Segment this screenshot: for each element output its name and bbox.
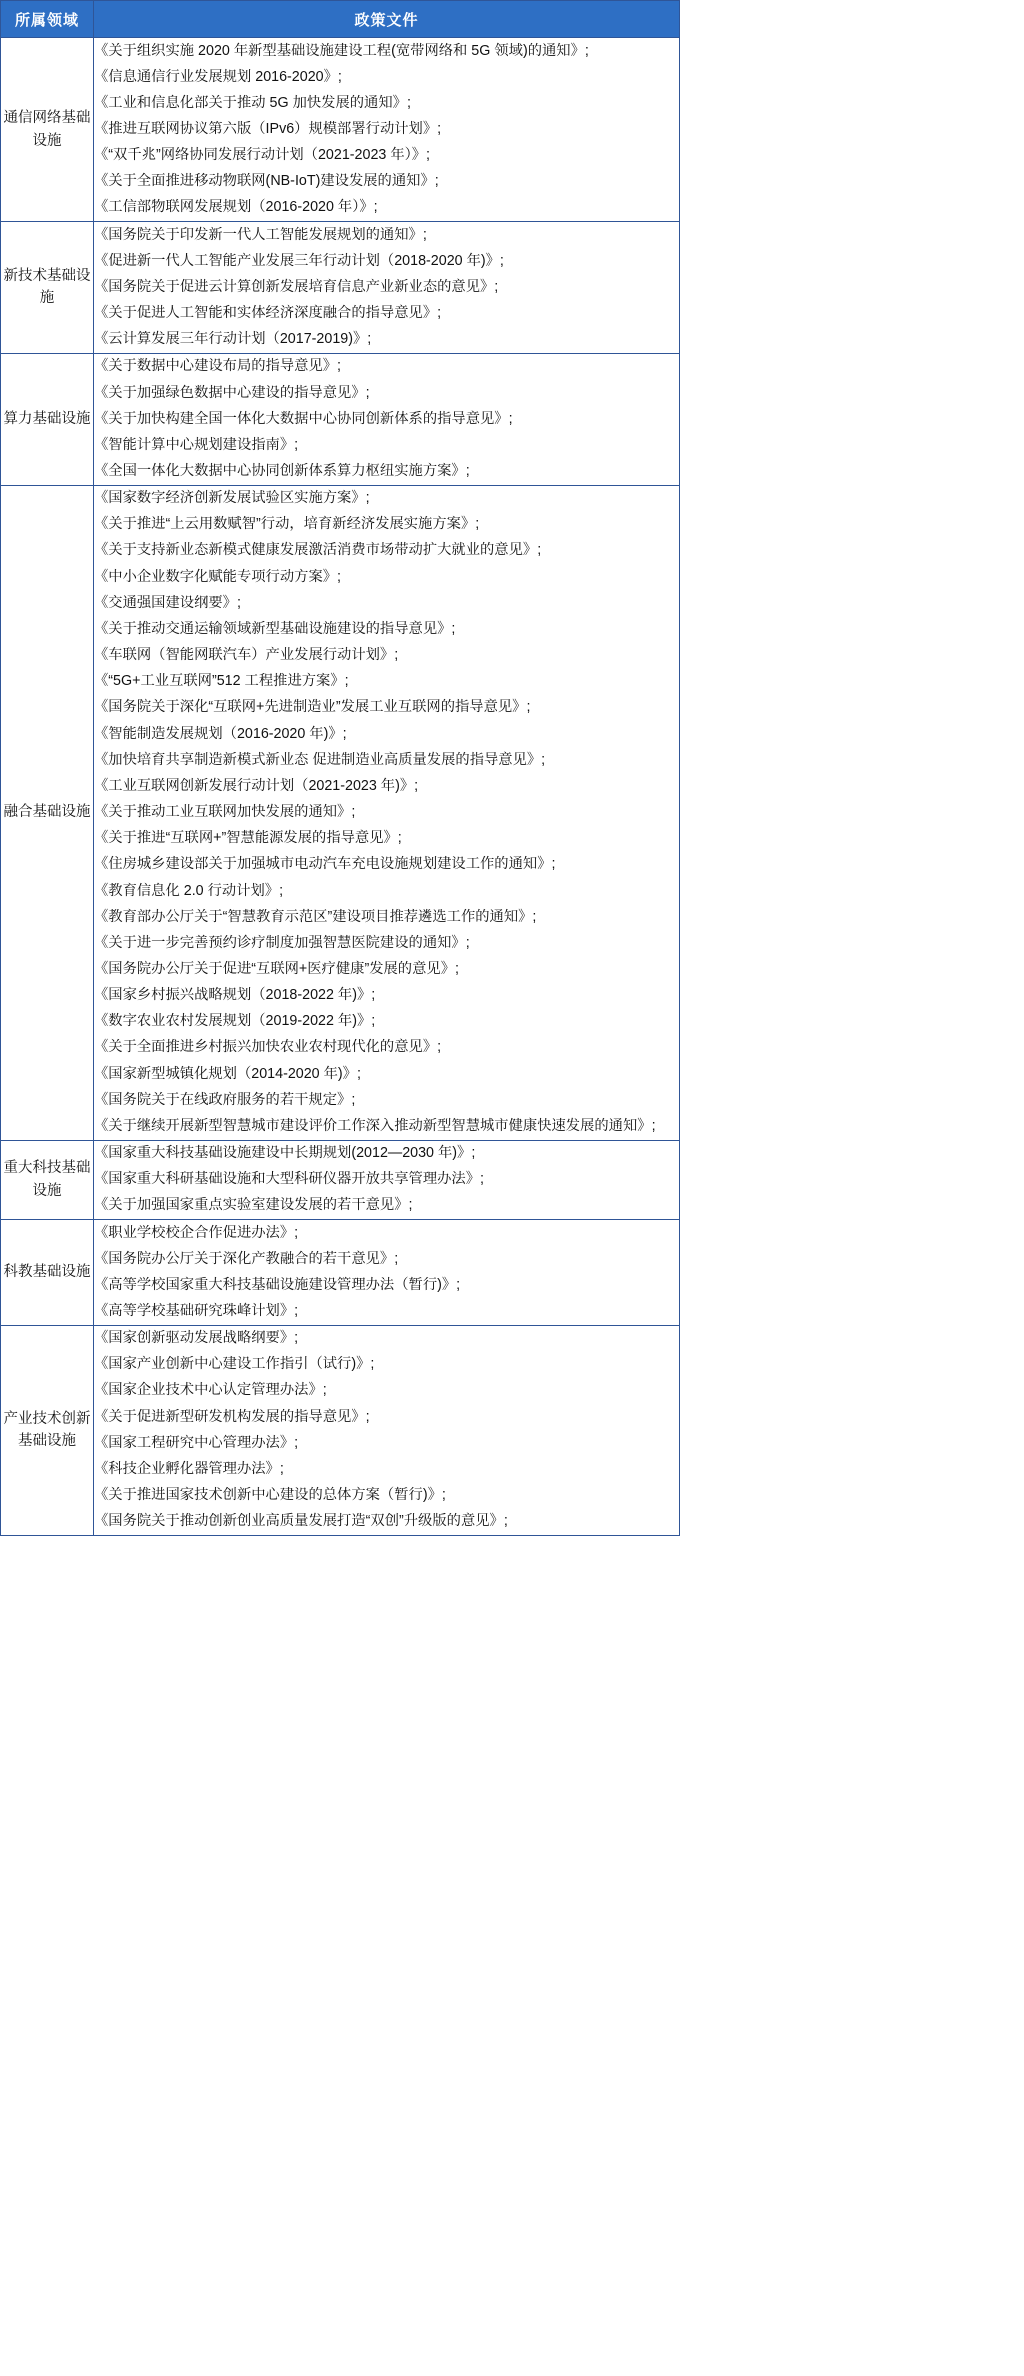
document-item: 《信息通信行业发展规划 2016-2020》; <box>94 68 342 85</box>
document-item: 《中小企业数字化赋能专项行动方案》; <box>94 568 342 585</box>
header-domain: 所属领域 <box>1 1 94 38</box>
document-item: 《国家乡村振兴战略规划（2018-2022 年)》; <box>94 987 376 1004</box>
documents-cell <box>94 222 680 354</box>
document-item: 《关于加强绿色数据中心建设的指导意见》; <box>94 384 370 401</box>
document-item: 《“双千兆”网络协同发展行动计划（2021-2023 年）》; <box>94 147 431 164</box>
document-item: 《关于组织实施 2020 年新型基础设施建设工程(宽带网络和 5G 领域)的通知》; <box>94 42 589 59</box>
documents-cell <box>94 1220 680 1326</box>
domain-cell: 融合基础设施 <box>1 485 94 1140</box>
document-item: 《国家创新驱动发展战略纲要》; <box>94 1330 299 1347</box>
table-row <box>1 1140 680 1219</box>
document-list <box>94 486 679 1140</box>
documents-cell <box>94 1325 680 1535</box>
document-item: 《教育部办公厅关于“智慧教育示范区”建设项目推荐遴选工作的通知》; <box>94 908 537 925</box>
header-row <box>1 1 680 38</box>
document-item: 《关于数据中心建设布局的指导意见》; <box>94 358 342 375</box>
table-row <box>1 222 680 354</box>
domain-cell: 通信网络基础设施 <box>1 38 94 222</box>
document-item: 《高等学校基础研究珠峰计划》; <box>94 1303 299 1319</box>
table-row <box>1 353 680 485</box>
domain-cell: 算力基础设施 <box>1 353 94 485</box>
table-row <box>1 38 680 222</box>
document-item: 《国务院关于促进云计算创新发展培育信息产业新业态的意见》; <box>94 278 499 295</box>
domain-cell: 科教基础设施 <box>1 1220 94 1326</box>
document-item: 《关于推进国家技术创新中心建设的总体方案（暂行)》; <box>94 1487 446 1504</box>
document-item: 《关于促进人工智能和实体经济深度融合的指导意见》; <box>94 305 442 322</box>
document-item: 《关于继续开展新型智慧城市建设评价工作深入推动新型智慧城市健康快速发展的通知》; <box>94 1117 656 1134</box>
document-item: 《关于进一步完善预约诊疗制度加强智慧医院建设的通知》; <box>94 934 470 951</box>
document-item: 《车联网（智能网联汽车）产业发展行动计划》; <box>94 647 399 664</box>
table-row <box>1 485 680 1140</box>
document-item: 《国家工程研究中心管理办法》; <box>94 1434 299 1451</box>
document-item: 《国务院办公厅关于深化产教融合的若干意见》; <box>94 1250 399 1267</box>
policy-table <box>0 0 680 1536</box>
domain-cell: 重大科技基础设施 <box>1 1140 94 1219</box>
document-item: 《国家重大科研基础设施和大型科研仪器开放共享管理办法》; <box>94 1171 484 1188</box>
document-item: 《加快培育共享制造新模式新业态 促进制造业高质量发展的指导意见》; <box>94 751 546 768</box>
table-header <box>1 1 680 38</box>
document-item: 《关于加强国家重点实验室建设发展的若干意见》; <box>94 1197 413 1214</box>
document-item: 《国家重大科技基础设施建设中长期规划(2012—2030 年)》; <box>94 1145 476 1162</box>
documents-cell <box>94 38 680 222</box>
document-item: 《全国一体化大数据中心协同创新体系算力枢纽实施方案》; <box>94 463 470 479</box>
document-item: 《关于加快构建全国一体化大数据中心协同创新体系的指导意见》; <box>94 410 513 427</box>
documents-cell <box>94 1140 680 1219</box>
document-item: 《智能制造发展规划（2016-2020 年)》; <box>94 725 347 742</box>
document-item: 《交通强国建设纲要》; <box>94 594 241 611</box>
document-item: 《推进互联网协议第六版（IPv6）规模部署行动计划》; <box>94 120 442 137</box>
document-item: 《国务院关于印发新一代人工智能发展规划的通知》; <box>94 226 427 243</box>
document-item: 《教育信息化 2.0 行动计划》; <box>94 882 284 899</box>
domain-cell: 新技术基础设施 <box>1 222 94 354</box>
document-list <box>94 1326 679 1535</box>
document-item: 《“5G+工业互联网”512 工程推进方案》; <box>94 673 349 690</box>
document-item: 《高等学校国家重大科技基础设施建设管理办法（暂行)》; <box>94 1276 461 1293</box>
document-item: 《智能计算中心规划建设指南》; <box>94 436 299 453</box>
document-item: 《住房城乡建设部关于加强城市电动汽车充电设施规划建设工作的通知》; <box>94 856 556 873</box>
header-documents: 政策文件 <box>94 1 680 38</box>
document-item: 《关于全面推进移动物联网(NB-IoT)建设发展的通知》; <box>94 173 439 190</box>
documents-cell <box>94 353 680 485</box>
document-item: 《国务院办公厅关于促进“互联网+医疗健康”发展的意见》; <box>94 960 459 977</box>
document-item: 《国务院关于深化“互联网+先进制造业”发展工业互联网的指导意见》; <box>94 699 531 716</box>
document-item: 《云计算发展三年行动计划（2017-2019)》; <box>94 331 372 348</box>
document-item: 《数字农业农村发展规划（2019-2022 年)》; <box>94 1013 376 1030</box>
table-row <box>1 1325 680 1535</box>
document-item: 《国家企业技术中心认定管理办法》; <box>94 1382 327 1399</box>
document-item: 《促进新一代人工智能产业发展三年行动计划（2018-2020 年)》; <box>94 252 504 269</box>
domain-cell: 产业技术创新基础设施 <box>1 1325 94 1535</box>
document-item: 《国务院关于推动创新创业高质量发展打造“双创”升级版的意见》; <box>94 1513 508 1530</box>
document-item: 《科技企业孵化器管理办法》; <box>94 1460 284 1477</box>
document-list <box>94 1220 679 1325</box>
document-list <box>94 222 679 353</box>
table-body <box>1 38 680 1536</box>
document-item: 《工业互联网创新发展行动计划（2021-2023 年)》; <box>94 777 419 794</box>
document-item: 《国务院关于在线政府服务的若干规定》; <box>94 1091 356 1108</box>
document-list <box>94 1141 679 1219</box>
document-item: 《职业学校校企合作促进办法》; <box>94 1224 299 1241</box>
table-row <box>1 1220 680 1326</box>
document-item: 《关于推进“上云用数赋智”行动，培育新经济发展实施方案》; <box>94 516 480 533</box>
document-item: 《关于全面推进乡村振兴加快农业农村现代化的意见》; <box>94 1039 442 1056</box>
document-item: 《国家产业创新中心建设工作指引（试行)》; <box>94 1356 375 1373</box>
document-item: 《关于推进“互联网+”智慧能源发展的指导意见》; <box>94 830 402 847</box>
document-item: 《关于推动交通运输领域新型基础设施建设的指导意见》; <box>94 620 456 637</box>
document-item: 《国家数字经济创新发展试验区实施方案》; <box>94 490 370 507</box>
document-item: 《工业和信息化部关于推动 5G 加快发展的通知》; <box>94 94 411 111</box>
document-item: 《关于支持新业态新模式健康发展激活消费市场带动扩大就业的意见》; <box>94 542 542 559</box>
document-item: 《关于推动工业互联网加快发展的通知》; <box>94 804 356 821</box>
document-list <box>94 38 679 221</box>
documents-cell <box>94 485 680 1140</box>
policy-table-container <box>0 0 677 1536</box>
document-item: 《国家新型城镇化规划（2014-2020 年)》; <box>94 1065 361 1082</box>
document-list <box>94 354 679 485</box>
document-item: 《关于促进新型研发机构发展的指导意见》; <box>94 1408 370 1425</box>
document-item: 《工信部物联网发展规划（2016-2020 年）》; <box>94 199 378 216</box>
